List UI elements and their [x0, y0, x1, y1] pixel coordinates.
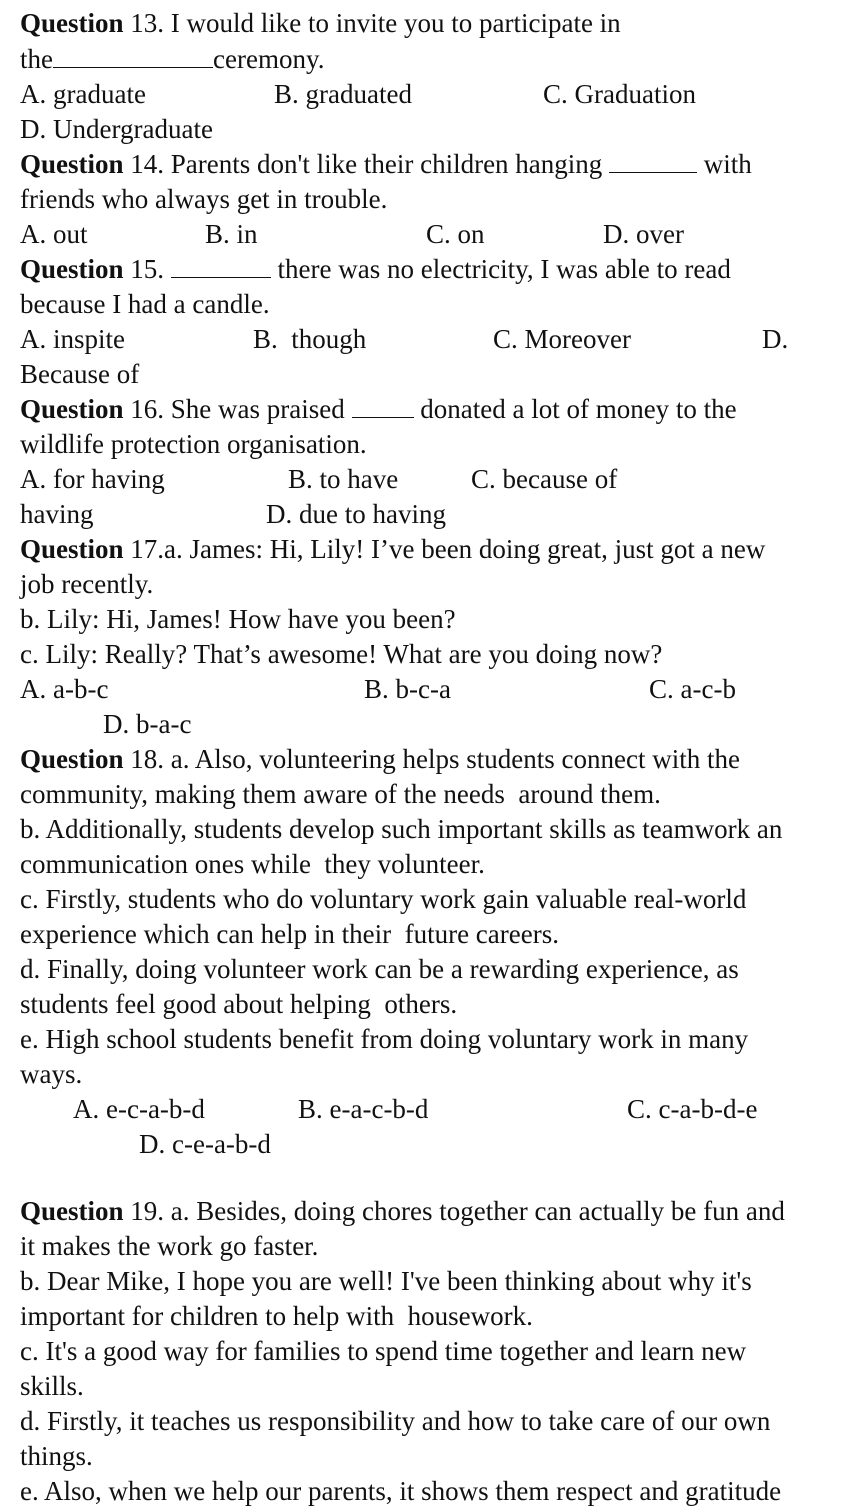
q19-line-c2: skills.: [20, 1371, 84, 1401]
q15-option-d-text: Because of: [20, 359, 140, 389]
q17-option-d: D. b-a-c: [103, 709, 192, 739]
q13-line1: [20, 6, 621, 41]
q17-line1: [20, 532, 765, 567]
q14-option-b: B. in: [205, 219, 258, 249]
q18-option-d: D. c-e-a-b-d: [139, 1129, 271, 1159]
q19-line-c1: c. It's a good way for families to spend time together and learn new: [20, 1336, 747, 1366]
q16-option-b: B. to have: [288, 464, 399, 494]
q14-option-c: C. on: [426, 219, 485, 249]
q18-option-b: B. e-a-c-b-d: [298, 1094, 429, 1124]
q18-line-c1: c. Firstly, students who do voluntary work gain valuable real-world: [20, 884, 747, 914]
q19-line1: [20, 1194, 785, 1229]
q16-option-c-text: having: [20, 499, 94, 529]
q18-line-c2: experience which can help in their future careers.: [20, 919, 559, 949]
q15-stem: 15.: [123, 254, 171, 284]
q17-option-c: C. a-c-b: [649, 674, 736, 704]
q14-option-d: D. over: [603, 219, 684, 249]
q15-line1: [20, 252, 731, 287]
q15-line2: because I had a candle.: [20, 289, 270, 319]
q18-line1: [20, 742, 740, 777]
q18-option-a: A. e-c-a-b-d: [73, 1094, 205, 1124]
q19-label: Question: [20, 1196, 124, 1226]
q19-line-d1: d. Firstly, it teaches us responsibility and how to take care of our own: [20, 1406, 771, 1436]
q17-option-a: A. a-b-c: [20, 674, 109, 704]
q16-stem-b: donated a lot of money to the: [413, 394, 737, 424]
q13-label: Question: [20, 8, 124, 38]
q16-blank: [352, 397, 414, 418]
q18-line-d2: students feel good about helping others.: [20, 989, 458, 1019]
q18-line-d1: d. Finally, doing volunteer work can be a rewarding experience, as: [20, 954, 739, 984]
q13-stem: 13. I would like to invite you to participate in: [123, 8, 621, 38]
q13-option-b: B. graduated: [274, 79, 412, 109]
q13-stem-2a: the: [20, 44, 53, 74]
q19-stem: 19. a. Besides, doing chores together can actually be fun and: [123, 1196, 785, 1226]
q13-option-d: D. Undergraduate: [20, 114, 213, 144]
q15-option-c: C. Moreover: [493, 324, 631, 354]
q15-option-a: A. inspite: [20, 324, 125, 354]
q18-line2: community, making them aware of the needs around them.: [20, 779, 661, 809]
q14-label: Question: [20, 149, 124, 179]
q14-stem: 14. Parents don't like their children hanging: [123, 149, 610, 179]
q15-stem-b: there was no electricity, I was able to read: [270, 254, 731, 284]
q13-option-a: A. graduate: [20, 79, 146, 109]
q16-line2: wildlife protection organisation.: [20, 429, 367, 459]
q16-label: Question: [20, 394, 124, 424]
q14-line2: friends who always get in trouble.: [20, 184, 388, 214]
q18-label: Question: [20, 744, 124, 774]
q18-line-b1: b. Additionally, students develop such important skills as teamwork an: [20, 814, 783, 844]
q14-line1: [20, 147, 752, 182]
q19-line-b2: important for children to help with housework.: [20, 1301, 533, 1331]
q18-option-c: C. c-a-b-d-e: [627, 1094, 758, 1124]
q13-stem-2b: ceremony.: [213, 44, 325, 74]
q14-stem-b: with: [697, 149, 752, 179]
q16-line1: [20, 392, 737, 427]
q15-label: Question: [20, 254, 124, 284]
q15-option-b: B. though: [253, 324, 367, 354]
q14-option-a: A. out: [20, 219, 88, 249]
q16-option-d: D. due to having: [266, 499, 446, 529]
q16-option-a: A. for having: [20, 464, 165, 494]
q16-option-c: C. because of: [471, 464, 618, 494]
q14-blank: [609, 152, 697, 173]
q13-blank: [53, 47, 213, 68]
q13-line2: [20, 42, 324, 77]
q17-stem: 17.a. James: Hi, Lily! I’ve been doing great, just got a new: [123, 534, 766, 564]
q15-option-d: D.: [762, 324, 789, 354]
q16-stem: 16. She was praised: [123, 394, 352, 424]
q18-line-e1: e. High school students benefit from doing voluntary work in many: [20, 1024, 749, 1054]
q18-line-e2: ways.: [20, 1059, 83, 1089]
q19-line-b1: b. Dear Mike, I hope you are well! I've been thinking about why it's: [20, 1266, 752, 1296]
q18-stem: 18. a. Also, volunteering helps students connect with the: [123, 744, 740, 774]
q17-line-b: b. Lily: Hi, James! How have you been?: [20, 604, 456, 634]
q19-line-e1: e. Also, when we help our parents, it shows them respect and gratitude: [20, 1476, 782, 1506]
q13-option-c: C. Graduation: [543, 79, 696, 109]
q19-line2: it makes the work go faster.: [20, 1231, 319, 1261]
q19-line-d2: things.: [20, 1441, 93, 1471]
q17-label: Question: [20, 534, 124, 564]
q17-line-c: c. Lily: Really? That’s awesome! What are you doing now?: [20, 639, 663, 669]
q17-option-b: B. b-c-a: [364, 674, 451, 704]
q18-line-b2: communication ones while they volunteer.: [20, 849, 485, 879]
q17-line2: job recently.: [20, 569, 154, 599]
q15-blank: [171, 257, 271, 278]
